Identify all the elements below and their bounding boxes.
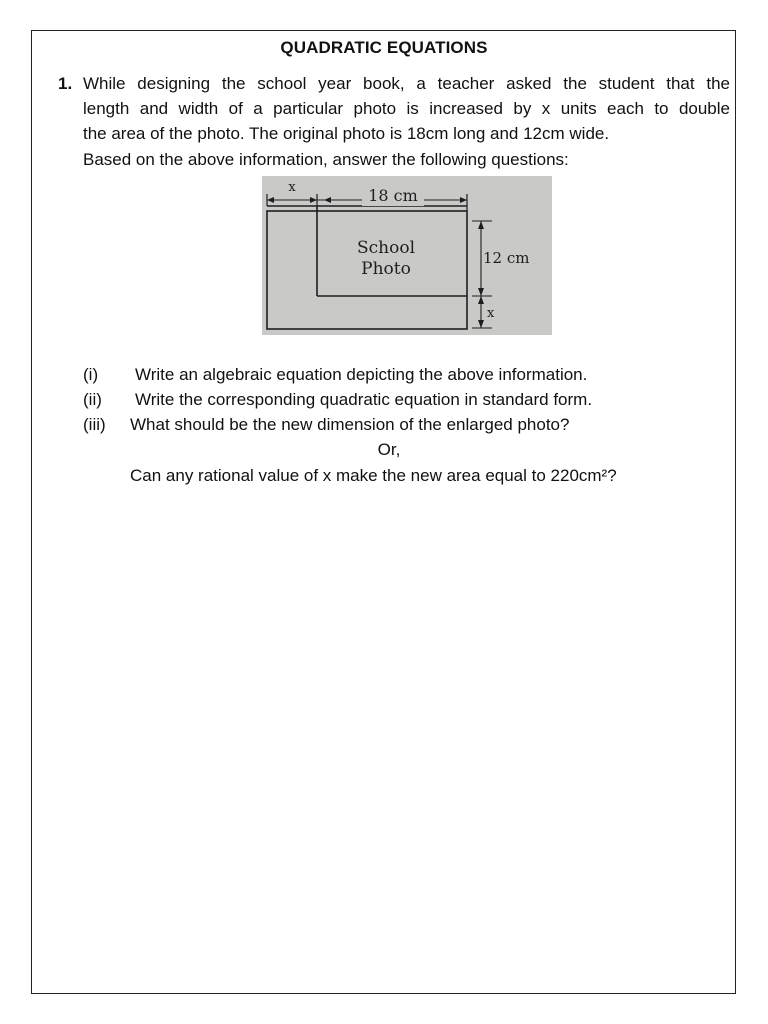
- photo-diagram-svg: [262, 176, 552, 335]
- sub-question-label-1: (i): [83, 365, 99, 384]
- x-top-label: x: [288, 180, 296, 195]
- question-line-1: While designing the school year book, a teacher asked the student that the: [83, 74, 730, 93]
- question-number: 1.: [58, 74, 73, 93]
- sub-question-label-2: (ii): [83, 390, 102, 409]
- alternate-question-text: Can any rational value of x make the new area equal to 220cm²?: [130, 466, 617, 485]
- width-label: 12 cm: [483, 249, 530, 267]
- sub-question-text-3: What should be the new dimension of the enlarged photo?: [130, 415, 570, 434]
- length-label: 18 cm: [368, 186, 418, 205]
- question-line-3: the area of the photo. The original photo is 18cm long and 12cm wide.: [83, 124, 610, 143]
- or-separator: Or,: [377, 440, 401, 459]
- page-title: QUADRATIC EQUATIONS: [280, 38, 488, 57]
- question-line-4: Based on the above information, answer the following questions:: [83, 150, 569, 169]
- x-side-label: x: [487, 306, 495, 321]
- photo-diagram: [262, 176, 552, 335]
- question-line-2: length and width of a particular photo is increased by x units each to double: [83, 99, 730, 118]
- page-border: [31, 30, 736, 994]
- photo-label-school: School: [356, 238, 416, 258]
- sub-question-text-1: Write an algebraic equation depicting the above information.: [135, 365, 588, 384]
- sub-question-text-2: Write the corresponding quadratic equation in standard form.: [135, 390, 593, 409]
- sub-question-label-3: (iii): [83, 415, 106, 434]
- photo-label-photo: Photo: [361, 259, 411, 279]
